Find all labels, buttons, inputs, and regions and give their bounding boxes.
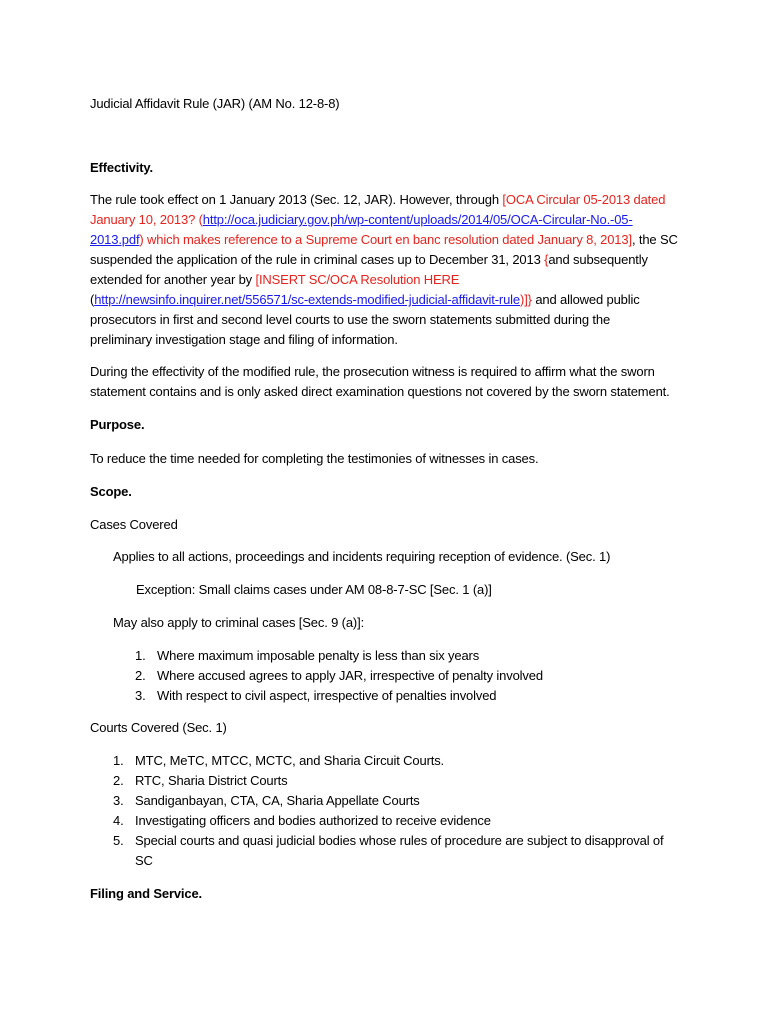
modified-rule-paragraph [90, 362, 690, 402]
paragraph-line [90, 270, 690, 290]
text-span: suspended the application of the rule in criminal cases up to December 31, 2013 [90, 252, 545, 267]
text-span: The rule took effect on 1 January 2013 (Sec. 12, JAR). However, through [90, 192, 503, 207]
text-span: ( [90, 292, 95, 307]
paragraph-line [90, 250, 690, 270]
text-span: and subsequently [548, 252, 648, 267]
purpose-text: To reduce the time needed for completing the testimonies of witnesses in cases. [90, 451, 539, 466]
list-number: 4. [113, 813, 124, 828]
list-item [135, 646, 735, 666]
list-number: 3. [135, 688, 146, 703]
purpose-heading: Purpose. [90, 417, 145, 432]
cases-covered-subheading: Cases Covered [90, 517, 178, 532]
list-number: 1. [135, 648, 146, 663]
list-number: 1. [113, 753, 124, 768]
list-item-text: Where accused agrees to apply JAR, irrespective of penalty involved [157, 668, 543, 683]
red-note: [OCA Circular 05-2013 dated [502, 192, 666, 207]
list-item-text: MTC, MeTC, MTCC, MCTC, and Sharia Circuit Courts. [135, 753, 445, 768]
list-item-text: Investigating officers and bodies authorized to receive evidence [135, 813, 491, 828]
paragraph-line: preliminary investigation stage and filing of information. [90, 332, 398, 347]
list-number: 2. [135, 668, 146, 683]
paragraph-line [90, 230, 690, 250]
list-item [135, 666, 735, 686]
paragraph-line [90, 190, 690, 210]
effectivity-heading: Effectivity. [90, 160, 153, 175]
effectivity-paragraph [90, 190, 690, 350]
list-item [135, 686, 735, 706]
paragraph-line: statement contains and is only asked direct examination questions not covered by the sworn statement. [90, 384, 670, 399]
paragraph-line [90, 290, 690, 310]
document-title: Judicial Affidavit Rule (JAR) (AM No. 12-8-8) [90, 96, 340, 111]
red-note: )]} [520, 292, 532, 307]
list-item [113, 751, 713, 771]
inquirer-article-link[interactable]: http://newsinfo.inquirer.net/556571/sc-extends-modified-judicial-affidavit-rule [94, 292, 521, 307]
paragraph-line [90, 210, 690, 230]
red-note: { [544, 252, 549, 267]
list-item [113, 831, 713, 871]
may-apply-text: May also apply to criminal cases [Sec. 9 (a)]: [113, 615, 365, 630]
list-item-text-continued: SC [135, 853, 153, 868]
paragraph-line: prosecutors in first and second level courts to use the sworn statements submitted during the [90, 312, 611, 327]
list-item-text: RTC, Sharia District Courts [135, 773, 288, 788]
list-item-text: Special courts and quasi judicial bodies whose rules of procedure are subject to disapproval of [135, 833, 664, 848]
oca-circular-link[interactable]: http://oca.judiciary.gov.ph/wp-content/uploads/2014/05/OCA-Circular-No.-05- [202, 212, 633, 227]
applies-text: Applies to all actions, proceedings and incidents requiring reception of evidence. (Sec. 1) [113, 549, 611, 564]
list-number: 5. [113, 833, 124, 848]
list-number: 3. [113, 793, 124, 808]
courts-covered-subheading: Courts Covered (Sec. 1) [90, 720, 227, 735]
text-span: extended for another year by [90, 272, 256, 287]
red-note: January 10, 2013? ( [90, 212, 203, 227]
text-span: , the SC [631, 232, 678, 247]
scope-heading: Scope. [90, 484, 132, 499]
filing-service-heading: Filing and Service. [90, 886, 203, 901]
oca-circular-link-cont[interactable]: 2013.pdf [90, 232, 140, 247]
red-note: ) which makes reference to a Supreme Court en banc resolution dated January 8, 2013] [139, 232, 632, 247]
list-item [113, 791, 713, 811]
list-item [113, 811, 713, 831]
list-item [113, 771, 713, 791]
criminal-cases-list [135, 646, 735, 706]
list-item-text: With respect to civil aspect, irrespective of penalties involved [157, 688, 497, 703]
list-item-text: Where maximum imposable penalty is less than six years [157, 648, 480, 663]
exception-text: Exception: Small claims cases under AM 08-8-7-SC [Sec. 1 (a)] [136, 582, 492, 597]
list-item-text: Sandiganbayan, CTA, CA, Sharia Appellate Courts [135, 793, 420, 808]
courts-list [113, 751, 713, 871]
text-span: and allowed public [531, 292, 640, 307]
paragraph-line: During the effectivity of the modified rule, the prosecution witness is required to affirm what the sworn [90, 364, 655, 379]
list-number: 2. [113, 773, 124, 788]
red-note: [INSERT SC/OCA Resolution HERE [255, 272, 460, 287]
